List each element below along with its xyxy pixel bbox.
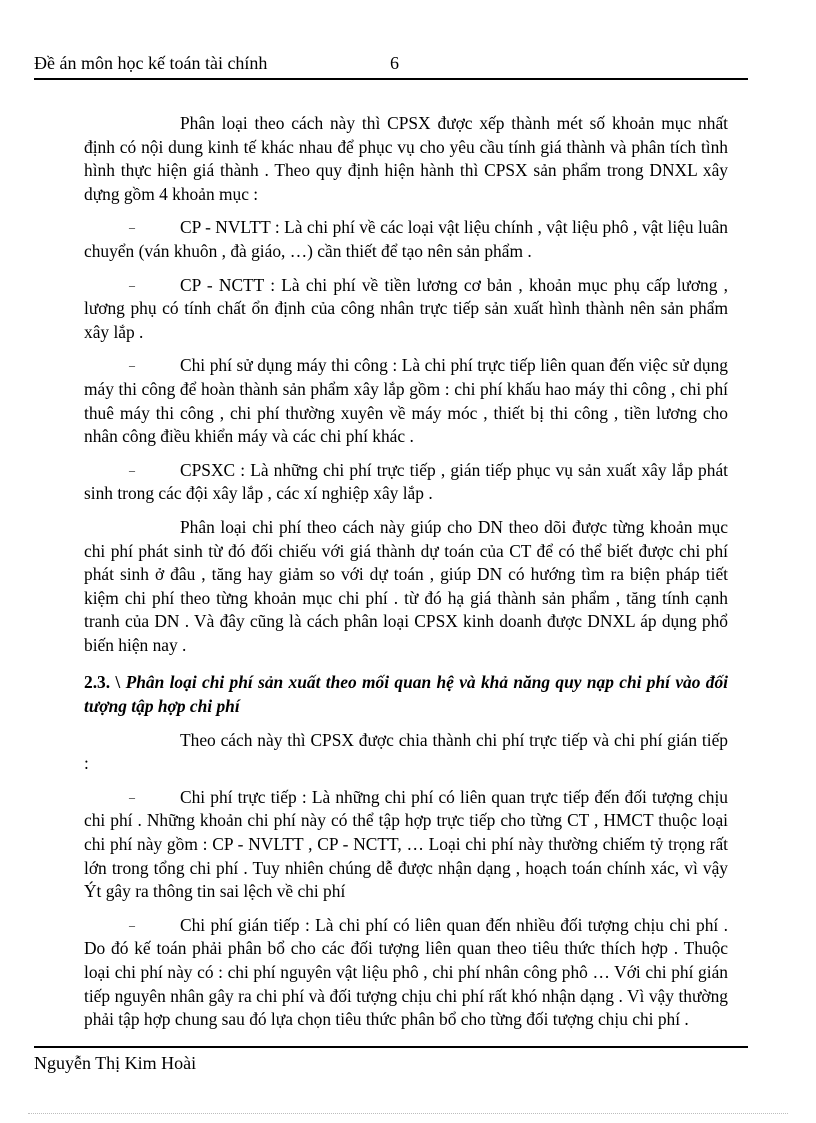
section-title: Phân loại chi phí sản xuất theo mối quan hệ và khả năng quy nạp chi phí vào đối tượng tập hợp chi phí — [84, 672, 729, 717]
header-title: Đề án môn học kế toán tài chính — [34, 53, 268, 73]
bullet-dash: – — [129, 462, 135, 477]
bullet-text: Chi phí trực tiếp : Là những chi phí có liên quan trực tiếp đến đối tượng chịu chi phí . Những khoản chi phí này có thể tập hợp trực tiếp cho từng CT , HMCT thuộc loại chi phí này gồm : CP - NVLTT , CP - NCTT, … Loại chi phí này thường chiếm tỷ trọng rất lớn trong tổng chi phí . Tuy nhiên chúng dễ được nhận dạng , hoạch toán chính xác, vì vậy Ýt gây ra thông tin sai lệch về chi phí — [84, 786, 728, 902]
bullet-item-may-thi-cong — [84, 354, 728, 448]
bullet-dash: – — [129, 358, 135, 373]
bullet-item-ncttt — [84, 274, 728, 345]
page-header — [34, 52, 748, 80]
bullet-item-cpsxc — [84, 459, 728, 506]
bullet-text: CP - NCTT : Là chi phí về tiền lương cơ bản , khoản mục phụ cấp lương , lương phụ có tính chất ổn định của công nhân trực tiếp sản xuất hình thành nên sản phẩm xây lắp . — [84, 274, 728, 342]
bullet-dash: – — [129, 277, 135, 292]
section-number: 2.3. \ — [84, 672, 121, 693]
bullet-text: Chi phí sử dụng máy thi công : Là chi phí trực tiếp liên quan đến việc sử dụng máy thi công để hoàn thành sản phẩm xây lắp gồm : chi phí khấu hao máy thi công , chi phí thuê máy thi công , chi phí thường xuyên về máy móc , thiết bị thi công , tiền lương cho nhân công điều khiển máy và các chi phí khác . — [84, 355, 728, 447]
paragraph-section-intro: Theo cách này thì CPSX được chia thành chi phí trực tiếp và chi phí gián tiếp : — [84, 729, 728, 774]
bullet-text: CPSXC : Là những chi phí trực tiếp , gián tiếp phục vụ sản xuất xây lắp phát sinh trong các đội xây lắp , các xí nghiệp xây lắp . — [84, 459, 728, 504]
paragraph-intro: Phân loại theo cách này thì CPSX được xếp thành mét số khoản mục nhất định có nội dung kinh tế khác nhau để phục vụ cho yêu cầu tính giá thành và phân tích tình hình thực hiện giá thành . Theo quy định hiện hành thì CPSX sản phẩm trong DNXL xây dựng gồm 4 khoản mục : — [84, 113, 728, 204]
bullet-text: Chi phí gián tiếp : Là chi phí có liên quan đến nhiều đối tượng chịu chi phí . Do đó kế toán phải phân bổ cho các đối tượng liên quan theo tiêu thức thích hợp . Thuộc loại chi phí này có : chi phí nguyên vật liệu phô , chi phí nhân công phô … Với chi phí gián tiếp nguyên nhân gây ra chi phí và đối tượng chịu chi phí rất khó nhận dạng . Vì vậy thường phải tập hợp chung sau đó lựa chọn tiêu thức phân bổ cho từng đối tượng chịu chi phí . — [84, 914, 728, 1030]
page-bottom-divider — [28, 1113, 788, 1114]
bullet-dash: – — [129, 789, 135, 804]
bullet-item-truc-tiep — [84, 786, 728, 904]
bullet-item-gian-tiep — [84, 914, 728, 1032]
page-footer — [34, 1046, 748, 1073]
page-number: 6 — [390, 53, 399, 73]
bullet-item-nvltt — [84, 216, 728, 263]
paragraph-summary: Phân loại chi phí theo cách này giúp cho DN theo dõi được từng khoản mục chi phí phát sinh từ đó đối chiếu với giá thành dự toán của CT để có thể biết được chi phí phát sinh ở đâu , tăng hay giảm so với dự toán , giúp DN có hướng tìm ra biện pháp tiết kiệm chi phí theo từng khoản mục chi phí . từ đó hạ giá thành sản phẩm , tăng tính cạnh tranh của DN . Và đây cũng là cách phân loại CPSX kinh doanh được DNXL áp dụng phổ biến hiện nay . — [84, 516, 728, 655]
section-heading — [84, 671, 728, 718]
bullet-dash: – — [129, 917, 135, 932]
footer-author: Nguyễn Thị Kim Hoài — [34, 1053, 197, 1073]
document-body — [84, 112, 728, 1042]
bullet-dash: – — [129, 220, 135, 235]
bullet-text: CP - NVLTT : Là chi phí về các loại vật liệu chính , vật liệu phô , vật liệu luân chuyển (ván khuôn , đà giáo, …) cần thiết để tạo nên sản phẩm . — [84, 217, 728, 261]
